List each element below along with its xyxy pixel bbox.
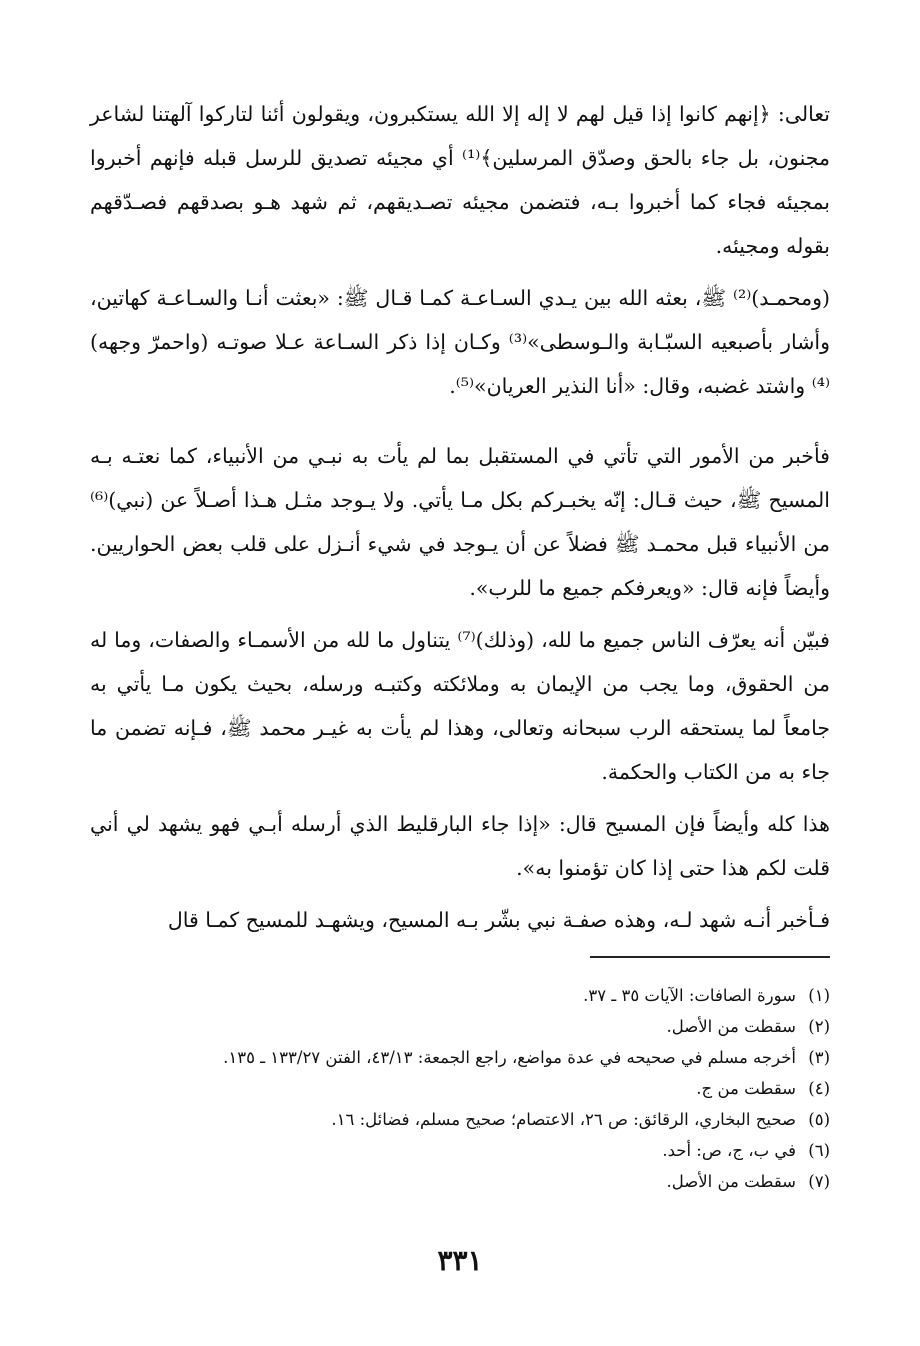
footnote-6	[90, 1135, 830, 1166]
page-number: ٣٣١	[437, 1244, 483, 1277]
footnotes-list	[90, 980, 830, 1197]
footnote-4	[90, 1073, 830, 1104]
footnote-number: (٥)	[808, 1110, 830, 1129]
paragraph-3: فأخبر من الأمور التي تأتي في المستقبل بما لم يأت به نبـي من الأنبياء، كما نعتـه بـه المسيح ﷺ، حيث قـال: إنّه يخبـركم بكل مـا يأتي. ولا يـوجد مثـل هـذا أصـلاً عن (نبي)⁽⁶⁾ من الأنبياء قبل محمـد ﷺ فضلاً عن أن يـوجد في شيء أنـزل على قلب بعض الحواريين. وأيضاً فإنه قال: «ويعرفكم جميع ما للرب».	[90, 444, 830, 600]
footnote-number: (٣)	[808, 1048, 830, 1067]
footnote-number: (٤)	[808, 1079, 830, 1098]
footnote-7	[90, 1166, 830, 1197]
footnote-2	[90, 1011, 830, 1042]
paragraph-4: فبيّن أنه يعرّف الناس جميع ما لله، (وذلك)⁽⁷⁾ يتناول ما لله من الأسمـاء والصفات، وما له من الحقوق، وما يجب من الإيمان به وملائكته وكتبـه ورسله، بحيث يكون مـا يأتي به جامعاً لما يستحقه الرب سبحانه وتعالى، وهذا لم يأت به غيـر محمد ﷺ، فـإنه تضمن ما جاء به من الكتاب والحكمة.	[90, 628, 830, 784]
footnote-text: سقطت من الأصل.	[666, 1172, 796, 1191]
footnote-text: سقطت من الأصل.	[666, 1017, 796, 1036]
footnote-number: (١)	[808, 986, 830, 1005]
paragraph-5: هذا كله وأيضاً فإن المسيح قال: «إذا جاء البارقليط الذي أرسله أبـي فهو يشهد لي أني قلت لكم هذا حتى إذا كان تؤمنوا به».	[90, 812, 830, 880]
footnote-number: (٦)	[808, 1141, 830, 1160]
footnote-text: أخرجه مسلم في صحيحه في عدة مواضع، راجع الجمعة: ٤٣/١٣، الفتن ١٣٣/٢٧ ـ ١٣٥.	[223, 1048, 796, 1067]
footnote-number: (٢)	[808, 1017, 830, 1036]
paragraph-1: تعالى: ﴿إنهم كانوا إذا قيل لهم لا إله إلا الله يستكبرون، ويقولون أئنا لتاركوا آلهتنا لشاعر مجنون، بل جاء بالحق وصدّق المرسلين﴾⁽¹⁾ أي مجيئه تصديق للرسل قبله فإنهم أخبروا بمجيئه فجاء كما أخبروا بـه، فتضمن مجيئه تصـديقهم، ثم شهد هـو بصدقهم فصـدّقهم بقوله ومجيئه.	[90, 102, 830, 258]
footnote-text: صحيح البخاري، الرقائق: ص ٢٦، الاعتصام؛ صحيح مسلم، فضائل: ١٦.	[331, 1110, 796, 1129]
footnote-separator	[590, 956, 830, 958]
paragraph-2: (ومحمـد)⁽²⁾ ﷺ، بعثه الله بين يـدي السـاعـة كمـا قـال ﷺ: «بعثت أنـا والسـاعـة كهاتين، وأشار بأصبعيه السبّـابة والـوسطى»⁽³⁾ وكـان إذا ذكر السـاعة عـلا صوتـه (واحمرّ وجهه)⁽⁴⁾ واشتد غضبه، وقال: «أنا النذير العريان»⁽⁵⁾.	[90, 286, 830, 398]
footnote-number: (٧)	[808, 1172, 830, 1191]
footnote-text: سورة الصافات: الآيات ٣٥ ـ ٣٧.	[583, 986, 796, 1005]
paragraph-6: فـأخبر أنـه شهد لـه، وهذه صفـة نبي بشّر بـه المسيح، ويشهـد للمسيح كمـا قال	[167, 908, 830, 932]
footnote-text: في ب، ج، ص: أحد.	[662, 1141, 796, 1160]
footnote-text: سقطت من ج.	[696, 1079, 796, 1098]
footnote-1	[90, 980, 830, 1011]
main-text	[90, 92, 830, 950]
footnote-3	[90, 1042, 830, 1073]
footnote-5	[90, 1104, 830, 1135]
